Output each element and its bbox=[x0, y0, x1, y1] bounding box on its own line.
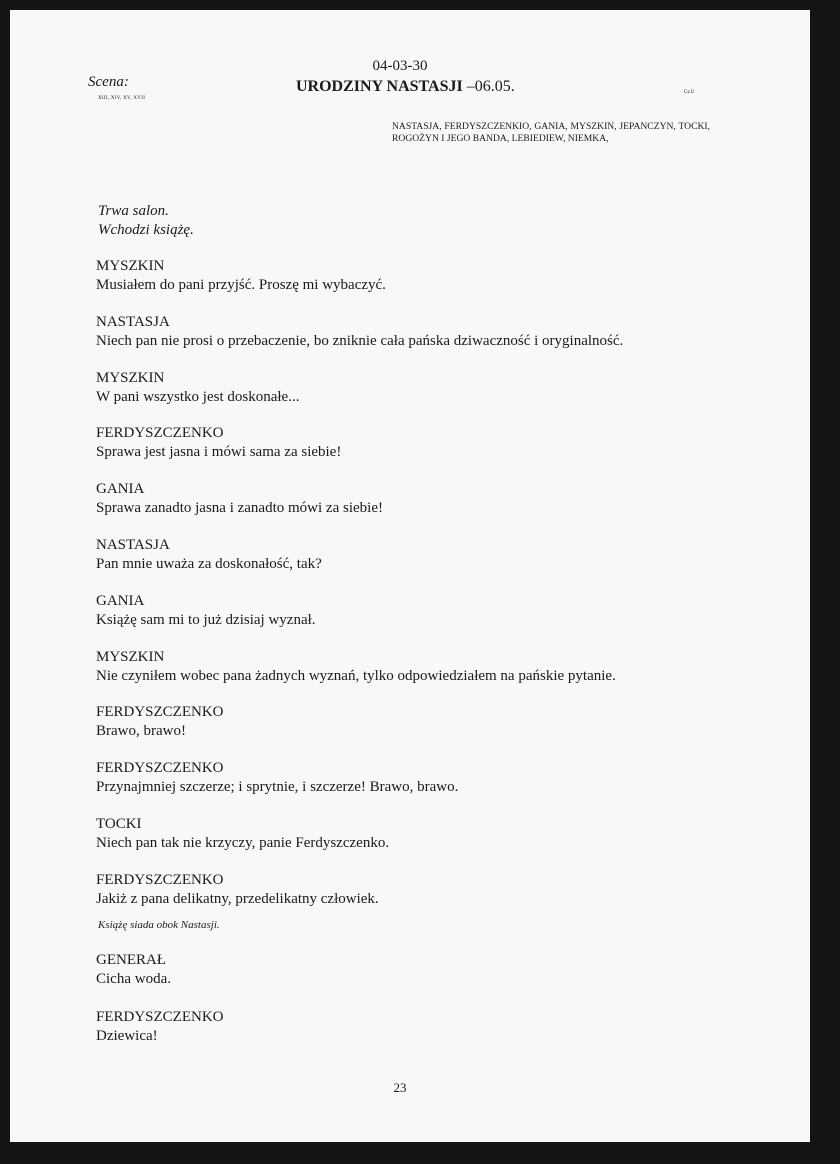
title-main: URODZINY NASTASJI bbox=[296, 78, 463, 95]
dialogue-block bbox=[96, 592, 736, 630]
speaker-name: GENERAŁ bbox=[96, 952, 166, 968]
title-suffix: –06.05. bbox=[462, 78, 515, 95]
dialogue-block bbox=[96, 648, 736, 686]
dialogue-block bbox=[96, 951, 736, 989]
scene-numbers: XIII, XIV, XV, XVII bbox=[98, 96, 146, 101]
dialogue-line: Niech pan nie prosi o przebaczenie, bo zniknie cała pańska dziwaczność i oryginalność. bbox=[96, 333, 624, 349]
speaker-name: FERDYSZCZENKO bbox=[96, 872, 224, 888]
dialogue-line: Brawo, brawo! bbox=[96, 723, 186, 739]
dialogue-block bbox=[96, 536, 736, 574]
corner-code: Cz.U bbox=[684, 90, 695, 95]
dialogue-line: Sprawa jest jasna i mówi sama za siebie! bbox=[96, 444, 342, 460]
script-page bbox=[10, 10, 810, 1142]
speaker-name: NASTASJA bbox=[96, 314, 170, 330]
dialogue-block bbox=[96, 815, 736, 853]
speaker-name: FERDYSZCZENKO bbox=[96, 1009, 224, 1025]
speaker-name: TOCKI bbox=[96, 816, 142, 832]
dialogue-block bbox=[96, 703, 736, 741]
dialogue-line: Sprawa zanadto jasna i zanadto mówi za siebie! bbox=[96, 500, 383, 516]
stage-direction: Trwa salon. bbox=[98, 203, 169, 219]
dialogue-block bbox=[96, 871, 736, 909]
dialogue-block bbox=[96, 480, 736, 518]
page-number: 23 bbox=[393, 1080, 407, 1095]
dialogue-block bbox=[96, 313, 736, 351]
speaker-name: MYSZKIN bbox=[96, 649, 165, 665]
page-title bbox=[296, 78, 515, 96]
dialogue-line: Książę sam mi to już dzisiaj wyznał. bbox=[96, 612, 316, 628]
dialogue-block bbox=[96, 759, 736, 797]
speaker-name: NASTASJA bbox=[96, 537, 170, 553]
dialogue-block bbox=[96, 369, 736, 407]
speaker-name: FERDYSZCZENKO bbox=[96, 425, 224, 441]
speaker-name: GANIA bbox=[96, 593, 145, 609]
stage-direction: Książę siada obok Nastasji. bbox=[98, 919, 220, 931]
dialogue-line: Pan mnie uważa za doskonałość, tak? bbox=[96, 556, 322, 572]
dialogue-block bbox=[96, 257, 736, 295]
dialogue-line: Przynajmniej szczerze; i sprytnie, i szczerze! Brawo, brawo. bbox=[96, 779, 459, 795]
speaker-name: FERDYSZCZENKO bbox=[96, 760, 224, 776]
speaker-name: FERDYSZCZENKO bbox=[96, 704, 224, 720]
speaker-name: MYSZKIN bbox=[96, 370, 165, 386]
dialogue-line: Musiałem do pani przyjść. Proszę mi wybaczyć. bbox=[96, 277, 386, 293]
stage-direction: Wchodzi książę. bbox=[98, 222, 194, 238]
dialogue-line: Cicha woda. bbox=[96, 971, 171, 987]
dialogue-line: Dziewica! bbox=[96, 1028, 158, 1044]
dialogue-line: Jakiż z pana delikatny, przedelikatny człowiek. bbox=[96, 891, 379, 907]
speaker-name: GANIA bbox=[96, 481, 145, 497]
document-date: 04-03-30 bbox=[372, 58, 428, 74]
cast-list: NASTASJA, FERDYSZCZENKIO, GANIA, MYSZKIN, JEPANCZYN, TOCKI, ROGOŻYN I JEGO BANDA, LEBIEDIEW, NIEMKA, bbox=[392, 121, 710, 144]
dialogue-line: Nie czyniłem wobec pana żadnych wyznań, tylko odpowiedziałem na pańskie pytanie. bbox=[96, 668, 616, 684]
dialogue-line: W pani wszystko jest doskonałe... bbox=[96, 389, 300, 405]
scene-label: Scena: bbox=[88, 74, 129, 90]
dialogue-line: Niech pan tak nie krzyczy, panie Ferdyszczenko. bbox=[96, 835, 390, 851]
dialogue-block bbox=[96, 424, 736, 462]
dialogue-block bbox=[96, 1008, 736, 1046]
speaker-name: MYSZKIN bbox=[96, 258, 165, 274]
